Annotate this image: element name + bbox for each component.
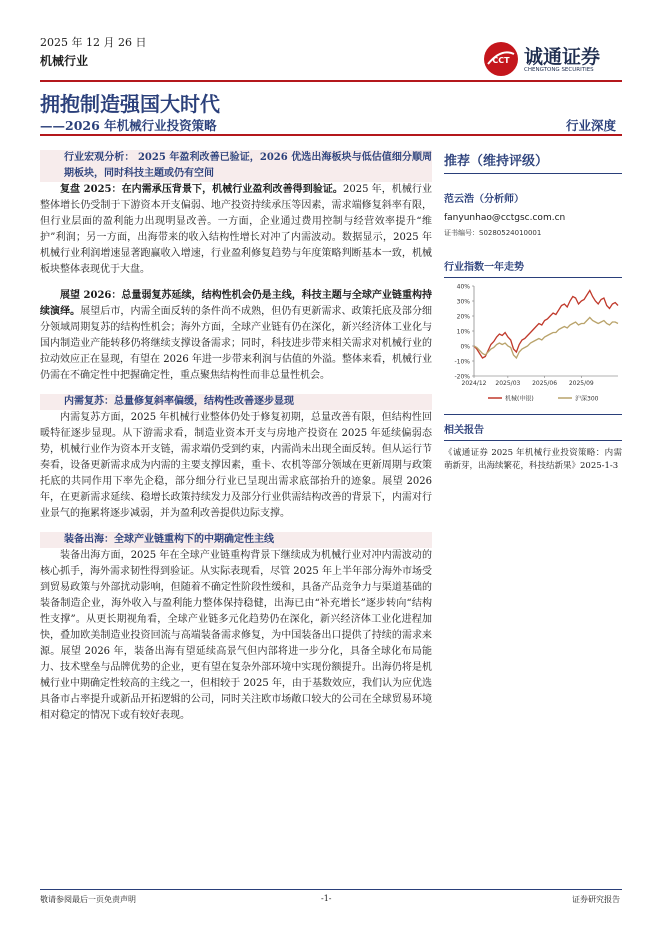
chart-title: 行业指数一年走势 — [444, 262, 524, 273]
y-tick-label: 20% — [456, 313, 470, 321]
footer-disclaimer: 敬请参阅最后一页免责声明 — [40, 895, 136, 904]
footer-divider — [40, 889, 622, 890]
legend-label-0: 机械(申银) — [505, 395, 534, 403]
footer-report-type: 证券研究报告 — [572, 895, 620, 904]
analyst-name: 范云浩（分析师） — [444, 194, 524, 205]
y-tick-label: 0% — [460, 343, 470, 351]
index-trend-chart — [444, 280, 622, 410]
title-divider — [40, 134, 622, 136]
y-tick-label: 10% — [456, 328, 470, 336]
rating-divider — [444, 173, 622, 174]
page-subtitle: ——2026 年机械行业投资策略 — [40, 118, 217, 133]
section-macro-paragraph — [40, 182, 432, 278]
related-report-item: 《诚通证券 2025 年机械行业投资策略：内需萌新芽，出海续繁花，科技结新果》2025-1-3 — [444, 448, 622, 471]
x-tick-label: 2025/03 — [495, 380, 521, 387]
report-type: 行业深度 — [566, 118, 617, 133]
section-export-heading: 装备出海：全球产业链重构下的中期确定性主线 — [40, 532, 432, 548]
industry-label: 机械行业 — [40, 54, 89, 68]
page-title: 拥抱制造强国大时代 — [40, 92, 220, 116]
company-logo — [482, 40, 622, 78]
y-tick-label: 30% — [456, 298, 470, 306]
y-tick-label: 40% — [456, 283, 470, 291]
section-macro-body: 2025 年，机械行业整体增长仍受制于下游资本开支偏弱、地产投资持续承压等因素，需求端修复斜率有限，但行业层面的盈利能力出现明显改善。一方面，企业通过费用控制与经营效率提升“维护”利润；另一方面，出海带来的收入结构性增长对冲了内需波动。数据显示，2025 年机械行业利润增速显著跑赢收入增速，行业盈利修复趋势与年度策略判断基本一致，机械板块整体表现优于大盘。 — [40, 184, 432, 275]
series-line-0 — [474, 291, 618, 359]
header-divider — [40, 80, 622, 82]
section-outlook-paragraph — [40, 288, 432, 384]
section-outlook-body: 展望后市，内需全面反转的条件尚不成熟，但仍有更新需求、政策托底及部分细分领域周期复苏的结构性机会；海外方面，全球产业链有仍在深化，新兴经济体工业化与国内制造业产能转移仍将继续支撑设备需求；同时，科技进步带来相关需求对机械行业的拉动效应正在显现，有望在 2026 年进一步带来利润与估值的外溢。整体来看，机械行业仍需在不确定性中把握确定性，重点聚焦结构性而非总量性机会。 — [40, 306, 433, 381]
chart-title-divider — [444, 277, 622, 278]
logo-name-cn: 诚通证券 — [524, 46, 601, 68]
section-outlook-lead: 展望 2026：总量弱复苏延续，结构性机会仍是主线，科技主题与全球产业链重构持续演绎。 — [40, 290, 432, 317]
related-reports-title: 相关报告 — [444, 425, 484, 436]
logo-mark-icon — [482, 40, 520, 78]
y-tick-label: -20% — [454, 373, 470, 381]
x-tick-label: 2025/06 — [532, 380, 558, 387]
section-macro-lead: 复盘 2025：在内需承压背景下，机械行业盈利改善得到验证。 — [60, 184, 343, 195]
x-tick-label: 2025/09 — [568, 380, 594, 387]
chart-bottom-divider — [444, 414, 622, 415]
x-tick-label: 2024/12 — [461, 380, 487, 387]
analyst-email: fanyunhao@cctgsc.com.cn — [444, 213, 566, 223]
section-domestic-heading: 内需复苏：总量修复斜率偏缓，结构性改善逐步显现 — [40, 394, 432, 410]
logo-name-en: CHENGTONG SECURITIES — [524, 67, 594, 73]
section-export-body: 装备出海方面，2025 年在全球产业链重构背景下继续成为机械行业对冲内需波动的核心抓手，海外需求韧性得到验证。从实际表现看，尽管 2025 年上半年部分海外市场受到贸易政策与外部扰动影响，但随着不确定性阶段性缓和，具备产品竞争力与渠道基础的装备制造企业，海外收入与盈利能力整体保持稳健，出海已由“补充增长”逐步转向“结构性支撑”。从更长期视角看，全球产业链多元化趋势仍在深化，新兴经济体工业化进程加快，叠加欧美制造业投资回流与高端装备需求修复，为中国装备出口提供了持续的需求来源。展望 2026 年，装备出海有望延续高景气但内部将进一步分化，具备全球化布局能力、技术壁垒与品牌优势的企业，更有望在复杂外部环境中实现份额提升。出海仍将是机械行业中期确定性较高的主线之一，但相较于 2025 年，由于基数效应，我们认为应优选具备市占率提升或新品开拓逻辑的公司，同时关注欧市场敞口较大的公司在全球贸易环境相对稳定的情况下或有较好表现。 — [40, 550, 432, 721]
section-domestic-body: 内需复苏方面，2025 年机械行业整体仍处于修复初期，总量改善有限，但结构性回暖特征逐步显现。从下游需求看，制造业资本开支与房地产投资在 2025 年延续偏弱态势，机械行业作为资本开支链，需求端仍受到约束，内需尚未出现全面反转。但从运行节奏看，设备更新需求成为内需的主要支撑因素，重卡、农机等部分领域在更新周期与政策托底的共同作用下率先企稳，部分细分行业已呈现出需求底部抬升的迹象。展望 2026 年，在更新需求延续、稳增长政策持续发力及部分行业供需结构改善的背景下，内需对行业景气的拖累将逐步减弱，并为盈利改善提供边际支撑。 — [40, 412, 432, 519]
report-date: 2025 年 12 月 26 日 — [40, 36, 147, 49]
logo-mark-text: CCT — [492, 56, 510, 65]
legend-label-1: 沪深300 — [575, 395, 599, 403]
related-divider — [444, 440, 622, 441]
analyst-cert: 证书编号：S0280524010001 — [444, 229, 542, 237]
main-body — [40, 150, 432, 724]
sidebar — [444, 150, 622, 473]
page-number: -1- — [321, 894, 332, 903]
rating-label: 推荐（维持评级） — [444, 154, 549, 169]
y-tick-label: -10% — [454, 358, 470, 366]
section-macro-heading: 行业宏观分析： 2025 年盈利改善已验证，2026 优选出海板块与低估值细分顺周期板块，同时科技主题或仍有空间 — [40, 150, 432, 182]
